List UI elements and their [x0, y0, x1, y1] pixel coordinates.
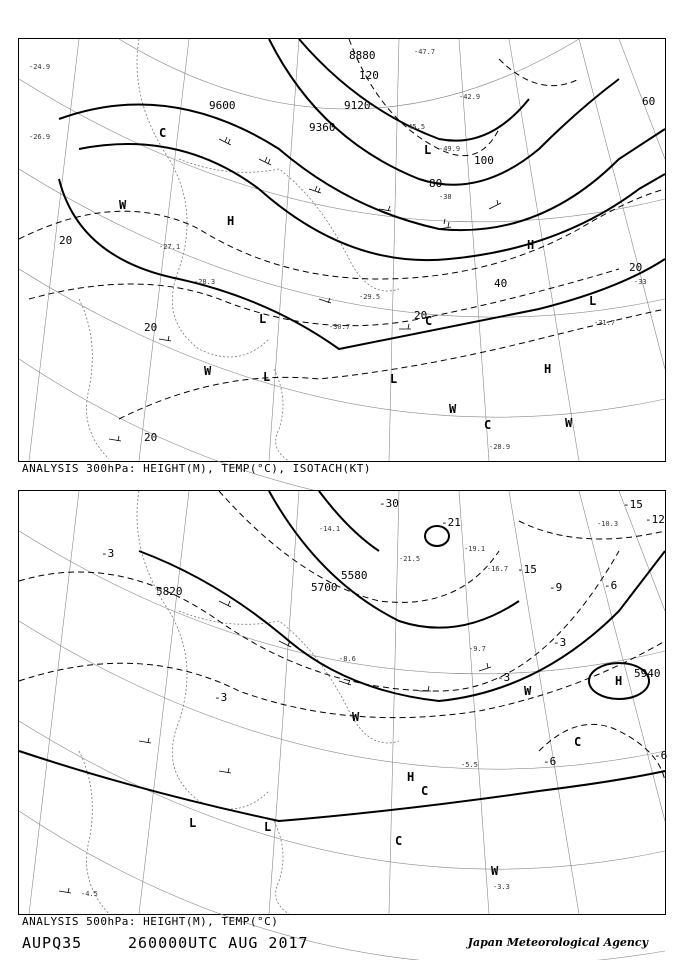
- isotherm-label: -6: [654, 749, 668, 762]
- chart-id: AUPQ35: [22, 934, 83, 952]
- isotherm-label: -30: [379, 497, 399, 510]
- isotach-label: 20: [59, 234, 73, 247]
- low-pressure-marker: L: [424, 143, 432, 157]
- temp-value: -16.7: [487, 565, 509, 573]
- isotach-label: 20: [414, 309, 428, 322]
- height-label: 5820: [156, 585, 183, 598]
- high-pressure-marker: H: [527, 238, 535, 252]
- height-contours-300: [59, 39, 665, 349]
- temp-value: -3.3: [493, 883, 510, 891]
- cold-marker: C: [574, 735, 582, 749]
- map-300hpa: [19, 39, 665, 461]
- warm-marker: W: [524, 684, 532, 698]
- isotherm-label: -3: [497, 671, 511, 684]
- low-pressure-marker: L: [264, 820, 272, 834]
- temp-value: -26.9: [29, 133, 51, 141]
- isotherm-label: -12: [645, 513, 665, 526]
- temp-value: -8.6: [339, 655, 356, 663]
- height-label: 5700: [311, 581, 338, 594]
- low-pressure-marker: L: [390, 372, 398, 386]
- isotherm-label: -6: [543, 755, 557, 768]
- temp-value: -47.7: [414, 48, 436, 56]
- low-pressure-marker: L: [259, 312, 267, 326]
- temp-value: -33: [634, 278, 647, 286]
- cold-marker: C: [425, 314, 433, 328]
- isotherm-label: -15: [623, 498, 643, 511]
- isotach-label: 80: [429, 177, 443, 190]
- isotach-label: 20: [144, 431, 158, 444]
- temp-value: -4.5: [81, 890, 98, 898]
- temp-value: -14.1: [319, 525, 341, 533]
- caption-300hpa: ANALYSIS 300hPa: HEIGHT(M), TEMP(°C), ISOTACH(KT): [22, 462, 372, 475]
- cold-marker: C: [484, 418, 492, 432]
- isotherm-label: -15: [517, 563, 537, 576]
- warm-marker: W: [352, 710, 360, 724]
- low-pressure-marker: L: [263, 370, 271, 384]
- temp-value: -28.3: [194, 278, 216, 286]
- low-pressure-marker: L: [589, 294, 597, 308]
- high-pressure-marker: H: [544, 362, 552, 376]
- height-label: 5940: [634, 667, 661, 680]
- warm-marker: W: [449, 402, 457, 416]
- temp-value: -38: [439, 193, 452, 201]
- low-pressure-marker: L: [189, 816, 197, 830]
- warm-marker: W: [119, 198, 127, 212]
- cold-marker: C: [421, 784, 429, 798]
- valid-time: 260000UTC AUG 2017: [128, 934, 309, 952]
- isotach-label: 60: [642, 95, 656, 108]
- graticule-300: [19, 39, 665, 513]
- isotach-label: 20: [144, 321, 158, 334]
- height-label: 9120: [344, 99, 371, 112]
- high-pressure-marker: H: [615, 674, 623, 688]
- isotach-label: 20: [629, 261, 643, 274]
- cold-marker: C: [395, 834, 403, 848]
- temp-value: -29.5: [359, 293, 381, 301]
- temp-value: -19.1: [464, 545, 486, 553]
- map-300hpa-panel: [18, 38, 666, 462]
- isotach-label: 120: [359, 69, 379, 82]
- temp-value: -5.5: [461, 761, 478, 769]
- temp-value: -28.9: [489, 443, 511, 451]
- isotherm-label: -3: [101, 547, 115, 560]
- map-500hpa-panel: [18, 490, 666, 915]
- temp-value: -31.7: [594, 319, 616, 327]
- temp-value: -10.3: [597, 520, 619, 528]
- temp-value: -49.9: [439, 145, 461, 153]
- graticule-500: [19, 491, 668, 960]
- agency-name: Japan Meteorological Agency: [467, 936, 648, 949]
- isotherm-label: -21: [441, 516, 461, 529]
- wind-barbs-500: [59, 601, 491, 893]
- temp-value: -21.5: [399, 555, 421, 563]
- temp-value: -24.9: [29, 63, 51, 71]
- high-pressure-marker: H: [407, 770, 415, 784]
- high-pressure-marker: H: [227, 214, 235, 228]
- warm-marker: W: [565, 416, 573, 430]
- isotherms-500: [19, 491, 668, 781]
- warm-marker: W: [204, 364, 212, 378]
- height-label: 8880: [349, 49, 376, 62]
- height-label: 9600: [209, 99, 236, 112]
- temp-value: -30.7: [329, 323, 351, 331]
- caption-500hpa: ANALYSIS 500hPa: HEIGHT(M), TEMP(°C): [22, 915, 279, 928]
- warm-marker: W: [491, 864, 499, 878]
- temp-value: -42.9: [459, 93, 481, 101]
- height-label: 5580: [341, 569, 368, 582]
- isotherm-label: -9: [549, 581, 563, 594]
- height-label: 9360: [309, 121, 336, 134]
- isotherm-label: -3: [214, 691, 228, 704]
- isotherm-label: -6: [604, 579, 618, 592]
- isotherm-label: -3: [553, 636, 567, 649]
- temp-value: -9.7: [469, 645, 486, 653]
- map-500hpa: [19, 491, 668, 914]
- isotach-label: 40: [494, 277, 508, 290]
- temp-value: -45.5: [404, 123, 426, 131]
- coastline-500: [79, 491, 399, 914]
- isotach-label: 100: [474, 154, 494, 167]
- temp-value: -27.1: [159, 243, 181, 251]
- cold-marker: C: [159, 126, 167, 140]
